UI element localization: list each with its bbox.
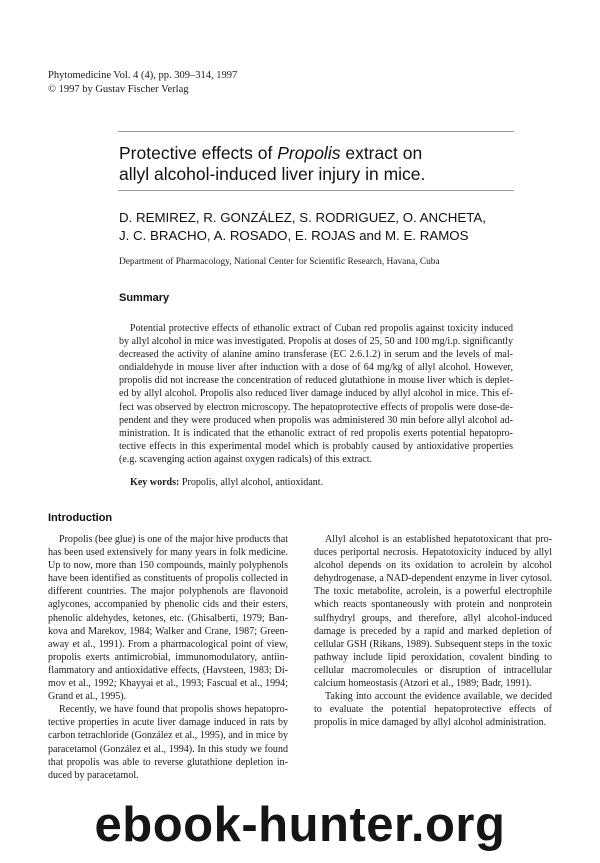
right-column [314,533,552,729]
keywords-label: Key words: [130,477,180,488]
summary-heading: Summary [119,292,170,304]
paragraph: Allyl alcohol is an established hepatotoxicant that produces periportal necrosis. Hepatotoxicity induced by allyl alcohol depends on its oxidation to acrolein by alcohol dehydrogenase, a NAD-dependent enzyme in liver cytosol. The toxic metabolite, acrolein, is a powerful electrophile which reacts spontaneously with protein and nonprotein sulfhydryl groups, and therefore, allyl alcohol-induced damage is preceded by a rapid and marked depletion of cellular GSH (Rikans, 1989). Subsequent steps in the toxic pathway include lipid peroxidation, covalent binding to cellular macromolecules or disruption of intracellular calcium homeostasis (Atzori et al., 1989; Badr, 1991). [314,534,552,690]
paragraph: Taking into account the evidence available, we decided to evaluate the potential hepatoprotective effects of propolis in mice damaged by allyl alcohol administration. [314,691,552,729]
journal-header [48,69,237,97]
title-bottom-rule [118,190,514,191]
left-column [48,533,288,782]
authors-line1: D. REMIREZ, R. GONZÁLEZ, S. RODRIGUEZ, O. ANCHETA, [119,210,486,225]
journal-citation: Phytomedicine Vol. 4 (4), pp. 309–314, 1997 [48,70,238,81]
author-list [119,209,529,244]
title-part2: extract on [340,143,423,163]
title-italic: Propolis [277,143,341,163]
authors-line2: J. C. BRACHO, A. ROSADO, E. ROJAS and M. E. RAMOS [119,227,469,243]
title-top-rule [118,131,514,132]
article-title [119,143,519,185]
paragraph: Propolis (bee glue) is one of the major hive products that has been used extensively for many years in folk medicine. Up to now, more than 150 compounds, mainly polyphenols have been identified as constituents of propolis collected in different countries. The major polyphenols are flavonoid aglycones, accompanied by phenolic cids and their esters, phenolic aldehydes, ketones, etc. (Ghisalberti, 1979; Bankova and Marekov, 1984; Walker and Crane, 1987; Greenaway et al., 1991). From a pharmacological point of view, propolis exerts antimicrobial, immunomodulatory, antiinflammatory and antioxidative effects, (Havsteen, 1983; Dimov et al., 1992; Khayyai et al., 1993; Fascual et al., 1994; Grand et al., 1995). [48,534,288,703]
watermark: ebook-hunter.org [94,798,506,852]
journal-copyright: © 1997 by Gustav Fischer Verlag [48,84,189,95]
introduction-heading: Introduction [48,512,113,524]
affiliation: Department of Pharmacology, National Center for Scientific Research, Havana, Cuba [119,257,440,267]
keywords [130,476,323,489]
summary-text: Potential protective effects of ethanolic extract of Cuban red propolis against toxicity induced by allyl alcohol in mice was investigated. Propolis at doses of 25, 50 and 100 mg/i.p. significantly decreased the activity of alanine amino transferase (EC 2.6.1.2) in serum and the levels of malondialdehyde in mouse liver after induction with a dose of 64 mg/kg of allyl alcohol. However, propolis did not increase the concentration of reduced glutathione in mouse liver which is depleted by allyl alcohol. Propolis also reduced liver damage induced by allyl alcohol in mice. This effect was observed by electron microscopy. The hepatoprotective effects of propolis were dose-dependent and they were produced when propolis was administered 30 min before allyl alcohol administration. It is indicated that the ethanolic extract of red propolis exerts potential hepatoprotective effects in this experimental model which is probably caused by antioxidative properties (e.g. scavenging action against oxygen radicals) of this extract. [119,323,514,465]
keywords-list: Propolis, allyl alcohol, antioxidant. [179,477,324,488]
paragraph: Recently, we have found that propolis shows hepatoprotective properties in acute liver damage induced in rats by carbon tetrachloride (González et al., 1995), and in mice by paracetamol (González et al., 1994). In this study we found that propolis was able to reverse glutathione depletion induced by paracetamol. [48,704,288,781]
title-part1: Protective effects of [119,143,278,163]
title-line2: allyl alcohol-induced liver injury in mice. [119,164,426,184]
